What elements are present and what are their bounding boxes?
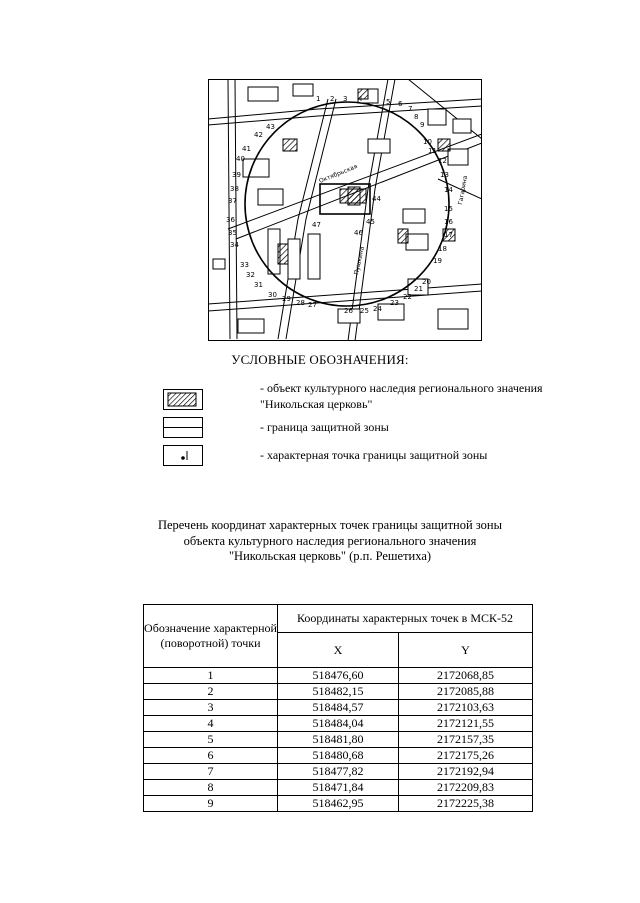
- point-label-29: 29: [282, 295, 291, 303]
- point-label-22: 22: [403, 293, 412, 301]
- point-label-45: 45: [366, 218, 375, 226]
- cell-x: 518482,15: [278, 684, 399, 700]
- legend-symbol-zone-boundary: [163, 417, 203, 438]
- point-label-7: 7: [408, 105, 413, 113]
- cell-y: 2172103,63: [399, 700, 533, 716]
- cell-n: 1: [144, 668, 278, 684]
- header-x: X: [278, 633, 399, 668]
- table-row: [144, 716, 533, 732]
- cell-x: 518477,82: [278, 764, 399, 780]
- point-label-46: 46: [354, 229, 363, 237]
- point-label-11: 11: [428, 147, 437, 155]
- point-label-12: 12: [438, 157, 447, 165]
- cell-x: 518471,84: [278, 780, 399, 796]
- point-label-8: 8: [414, 113, 419, 121]
- point-label-18: 18: [438, 245, 447, 253]
- cell-y: 2172209,83: [399, 780, 533, 796]
- point-label-33: 33: [240, 261, 249, 269]
- cell-y: 2172225,38: [399, 796, 533, 812]
- header-point: Обозначение характерной (поворотной) точки: [144, 605, 278, 668]
- point-label-14: 14: [444, 186, 453, 194]
- cell-y: 2172121,55: [399, 716, 533, 732]
- cell-x: 518476,60: [278, 668, 399, 684]
- table-row: [144, 780, 533, 796]
- legend-symbol-boundary-point: [163, 445, 203, 466]
- cell-x: 518484,04: [278, 716, 399, 732]
- point-label-3: 3: [343, 95, 348, 103]
- cell-y: 2172192,94: [399, 764, 533, 780]
- street-label-gagarina: Гагарина: [457, 175, 470, 206]
- table-row: [144, 668, 533, 684]
- point-label-13: 13: [440, 171, 449, 179]
- point-label-35: 35: [228, 229, 237, 237]
- point-label-25: 25: [360, 307, 369, 315]
- point-label-19: 19: [433, 257, 442, 265]
- table-row: [144, 684, 533, 700]
- caption-line-3: "Никольская церковь" (р.п. Решетиха): [228, 549, 432, 563]
- point-label-40: 40: [236, 155, 245, 163]
- point-label-42: 42: [254, 131, 263, 139]
- point-label-16: 16: [444, 218, 453, 226]
- cell-n: 6: [144, 748, 278, 764]
- table-row: [144, 700, 533, 716]
- cell-n: 2: [144, 684, 278, 700]
- cell-x: 518480,68: [278, 748, 399, 764]
- point-label-43: 43: [266, 123, 275, 131]
- site-plan-map: [208, 79, 482, 341]
- point-marker-icon: [164, 446, 202, 465]
- caption-line-1: Перечень координат характерных точек границы защитной зоны: [157, 518, 503, 532]
- point-label-34: 34: [230, 241, 239, 249]
- cell-n: 5: [144, 732, 278, 748]
- cell-y: 2172068,85: [399, 668, 533, 684]
- point-label-32: 32: [246, 271, 255, 279]
- legend-symbol-heritage-object: [163, 389, 203, 410]
- cell-n: 8: [144, 780, 278, 796]
- cell-n: 4: [144, 716, 278, 732]
- point-label-26: 26: [344, 307, 353, 315]
- table-row: [144, 764, 533, 780]
- point-label-21: 21: [414, 285, 423, 293]
- coordinates-caption: [120, 518, 540, 565]
- legend-text-boundary-point: - характерная точка границы защитной зоны: [260, 448, 488, 462]
- cell-x: 518481,80: [278, 732, 399, 748]
- legend-title: УСЛОВНЫЕ ОБОЗНАЧЕНИЯ:: [231, 352, 409, 367]
- table-row: [144, 748, 533, 764]
- street-label-pushkina: Пушкина: [353, 245, 366, 276]
- caption-line-2: объекта культурного наследия регионального значения: [183, 533, 477, 548]
- table-row: [144, 796, 533, 812]
- point-label-2: 2: [330, 95, 335, 103]
- cell-n: 9: [144, 796, 278, 812]
- header-y: Y: [399, 633, 533, 668]
- point-label-20: 20: [422, 278, 431, 286]
- point-label-41: 41: [242, 145, 251, 153]
- point-label-27: 27: [308, 301, 317, 309]
- cell-n: 7: [144, 764, 278, 780]
- point-label-44: 44: [372, 195, 381, 203]
- point-label-30: 30: [268, 291, 277, 299]
- point-label-36: 36: [226, 216, 235, 224]
- point-label-17: 17: [444, 231, 453, 239]
- point-label-15: 15: [444, 205, 453, 213]
- point-label-10: 10: [423, 138, 432, 146]
- point-label-5: 5: [386, 98, 391, 106]
- point-label-38: 38: [230, 185, 239, 193]
- point-label-23: 23: [390, 299, 399, 307]
- cell-y: 2172157,35: [399, 732, 533, 748]
- cell-x: 518462,95: [278, 796, 399, 812]
- point-label-28: 28: [296, 299, 305, 307]
- hatched-area-icon: [164, 390, 202, 409]
- point-label-24: 24: [373, 305, 382, 313]
- map-drawing: [208, 79, 482, 341]
- point-label-31: 31: [254, 281, 263, 289]
- cell-n: 3: [144, 700, 278, 716]
- cell-y: 2172175,26: [399, 748, 533, 764]
- cell-y: 2172085,88: [399, 684, 533, 700]
- header-coords: Координаты характерных точек в МСК-52: [278, 605, 533, 633]
- coordinates-table: [143, 604, 533, 812]
- legend-text-zone-boundary: - граница защитной зоны: [260, 420, 389, 434]
- legend-text-heritage-object: - объект культурного наследия регионального значения "Никольская церковь": [260, 381, 543, 411]
- point-label-47: 47: [312, 221, 321, 229]
- point-label-37: 37: [228, 197, 237, 205]
- cell-x: 518484,57: [278, 700, 399, 716]
- point-label-1: 1: [316, 95, 321, 103]
- street-label-oktyabrskaya: Октябрьская: [318, 163, 359, 185]
- table-row: [144, 732, 533, 748]
- point-label-9: 9: [420, 121, 425, 129]
- point-label-4: 4: [358, 95, 363, 103]
- boundary-line-icon: [164, 427, 202, 428]
- point-label-6: 6: [398, 100, 403, 108]
- point-label-39: 39: [232, 171, 241, 179]
